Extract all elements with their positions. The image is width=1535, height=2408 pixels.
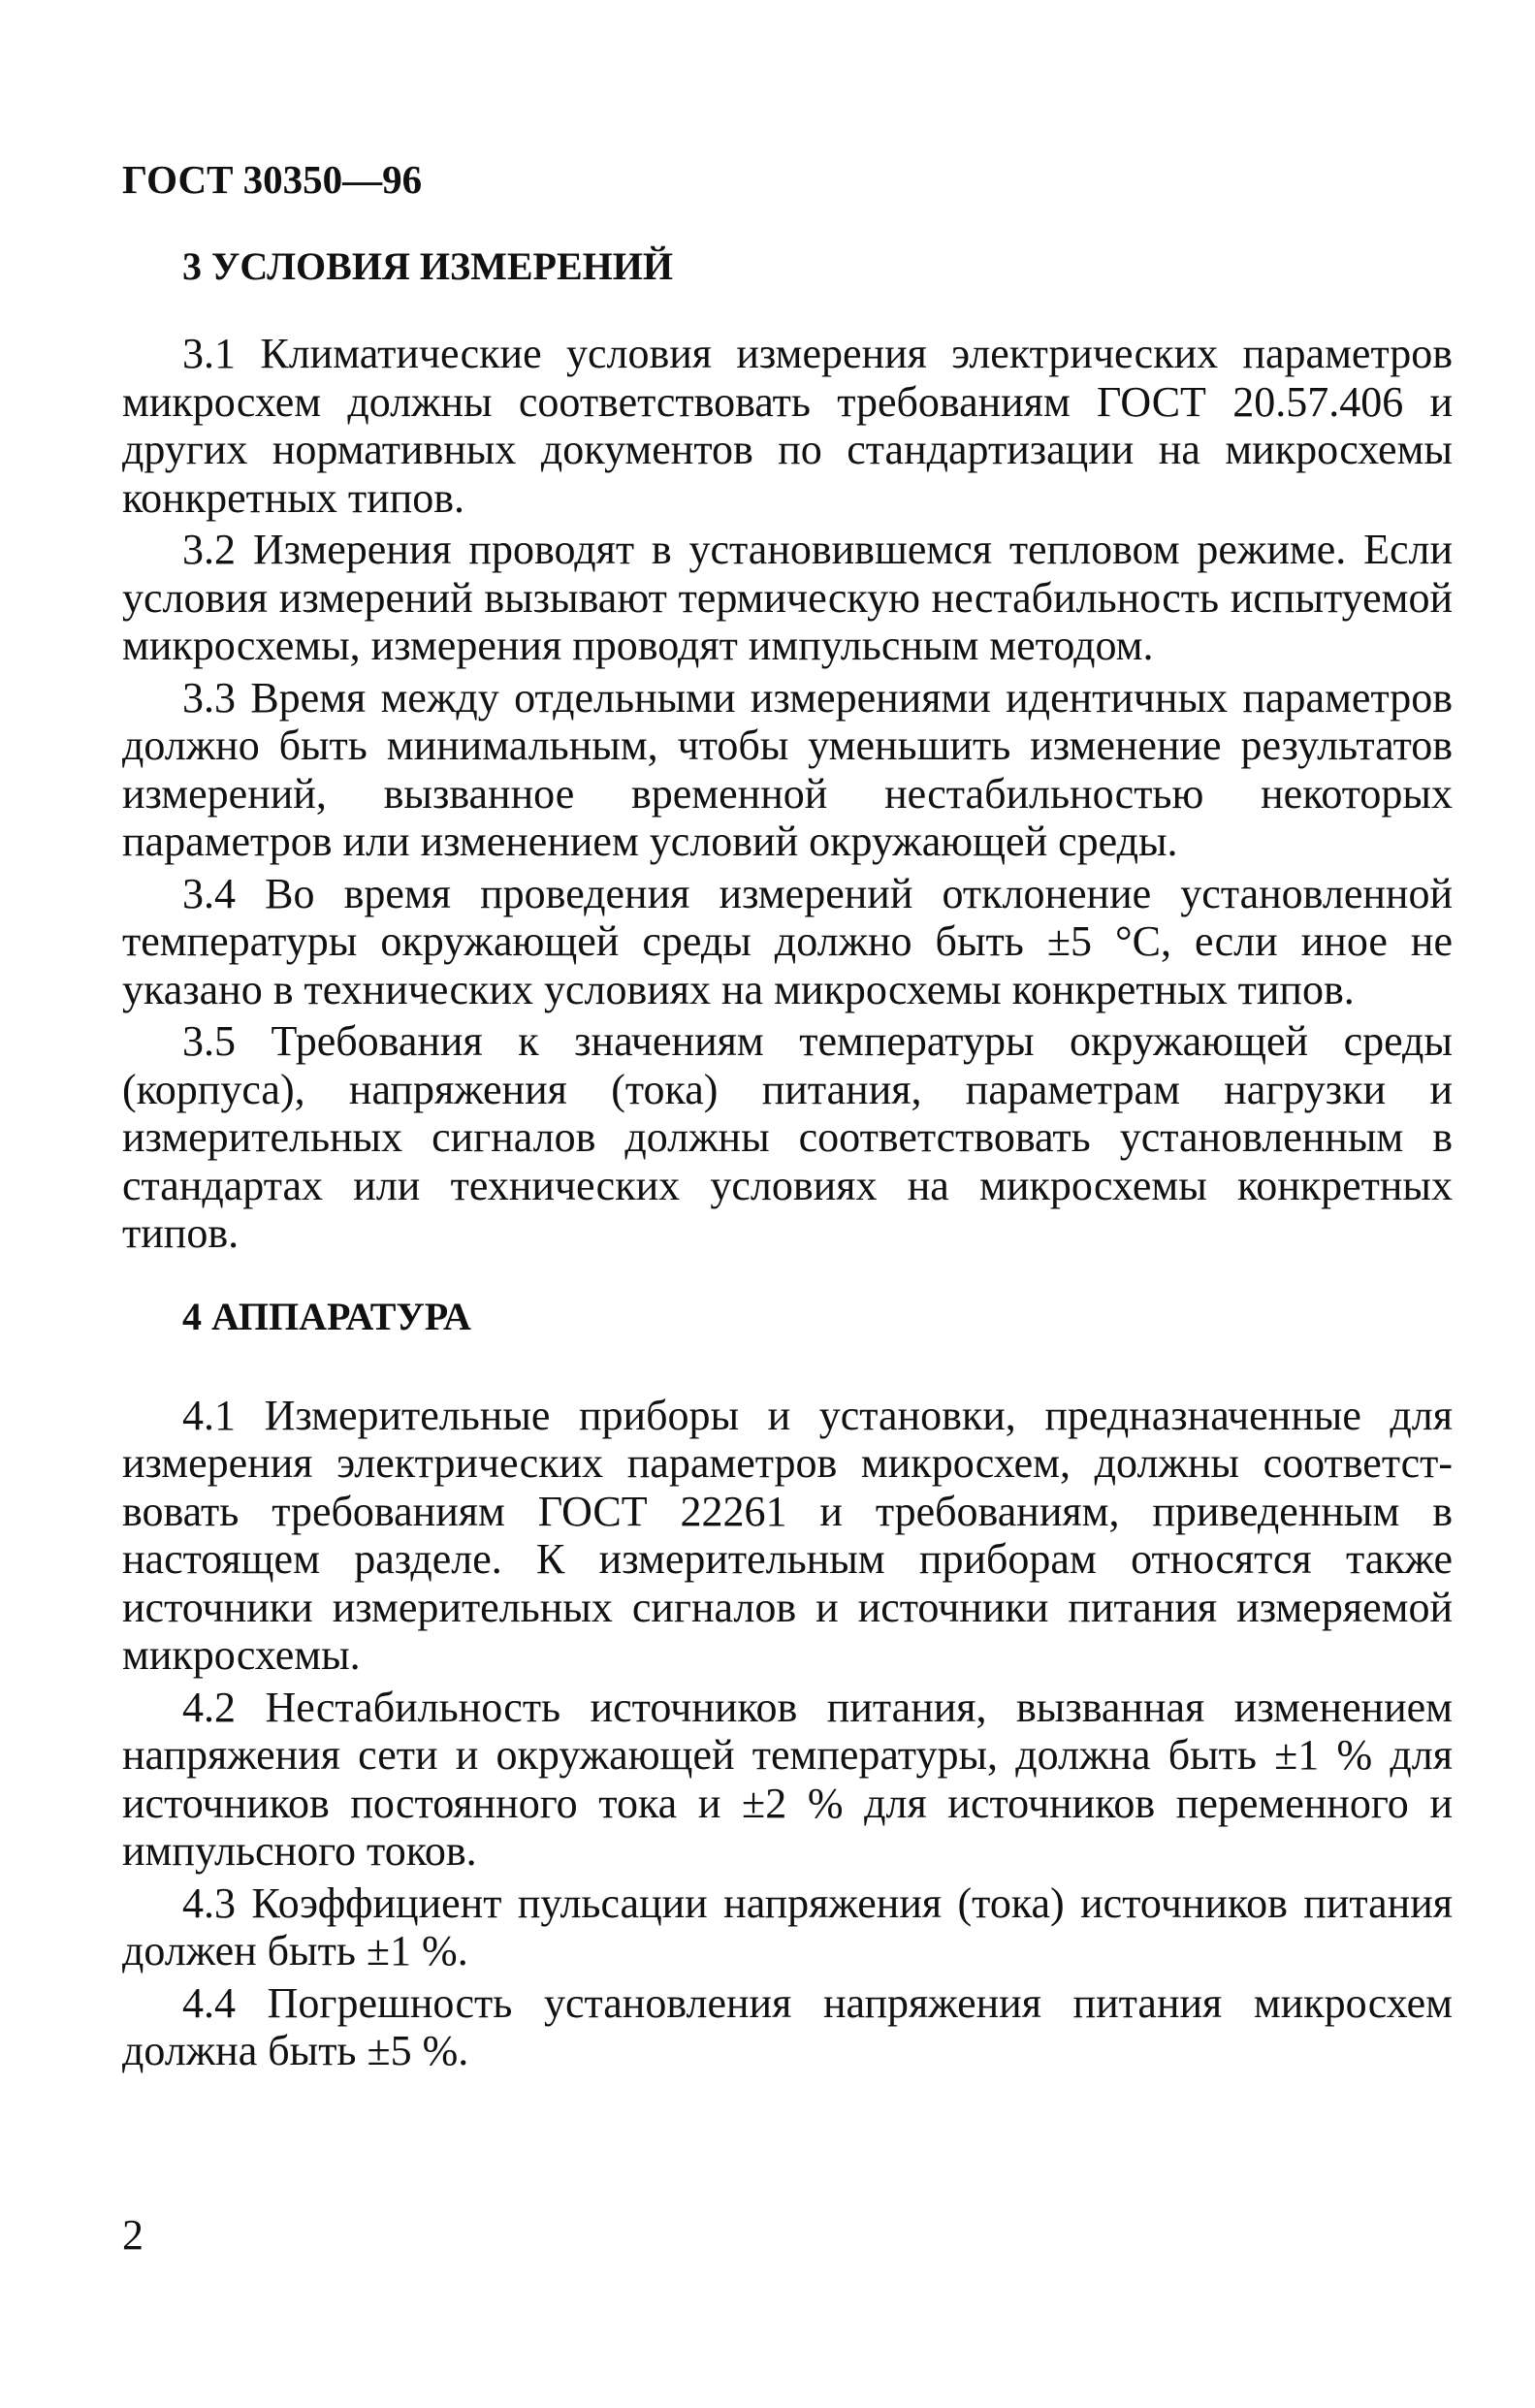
section-title: 3 УСЛОВИЯ ИЗМЕРЕНИЙ	[182, 244, 673, 288]
paragraph-4-4: 4.4 Погрешность установления напряжения питания микросхем должна быть ±5 %.	[122, 1978, 1453, 2074]
paragraph-3-3: 3.3 Время между отдельными измерениями идентичных параметров должно быть минимальным, чтобы уменьшить изменение результатов измерений, вызванное временной нестабильностью некоторых параметров или изменением условий окружающей среды.	[122, 673, 1453, 865]
section-measurement-conditions	[122, 242, 1453, 1258]
paragraph-3-4: 3.4 Во время проведения измерений отклонение установленной температуры окружающей среды должно быть ±5 °С, если иное не указано в технических условиях на микросхемы конкретных типов.	[122, 869, 1453, 1013]
paragraph-4-2: 4.2 Нестабильность источников питания, вызванная изменением напряжения сети и окружающей температуры, должна быть ±1 % для источников постоянного тока и ±2 % для источников переменного и импульсного токов.	[122, 1683, 1453, 1875]
document-page	[122, 155, 1453, 2079]
paragraph-3-5: 3.5 Требования к значениям температуры окружающей среды (корпуса), напряжения (тока) питания, параметрам нагрузки и измерительных сигналов должны соответствовать установленным в стандартах или технических условиях на микросхемы конкретных типов.	[122, 1017, 1453, 1257]
paragraph-4-1: 4.1 Измерительные приборы и установки, предназначенные для измерения электрических параметров микросхем, должны соответствовать требованиям ГОСТ 22261 и требованиям, приведенным в настоящем разделе. К измерительным приборам относятся также источники измерительных сигналов и источники питания измеряемой микросхемы.	[122, 1391, 1453, 1679]
paragraph-3-1: 3.1 Климатические условия измерения электрических параметров микросхем должны соответствовать требованиям ГОСТ 20.57.406 и других нормативных документов по стандартизации на микросхемы конкретных типов.	[122, 330, 1453, 522]
page-number: 2	[122, 2211, 144, 2259]
paragraph-3-2: 3.2 Измерения проводят в установившемся тепловом режиме. Если условия измерений вызывают термическую нестабильность испытуемой микросхемы, измерения проводят импульсным методом.	[122, 526, 1453, 669]
section-title: 4 АППАРАТУРА	[182, 1294, 471, 1338]
paragraph-4-3: 4.3 Коэффициент пульсации напряжения (тока) источников питания должен быть ±1 %.	[122, 1878, 1453, 1975]
document-code: ГОСТ 30350—96	[122, 157, 423, 202]
section-apparatus	[122, 1293, 1453, 2075]
